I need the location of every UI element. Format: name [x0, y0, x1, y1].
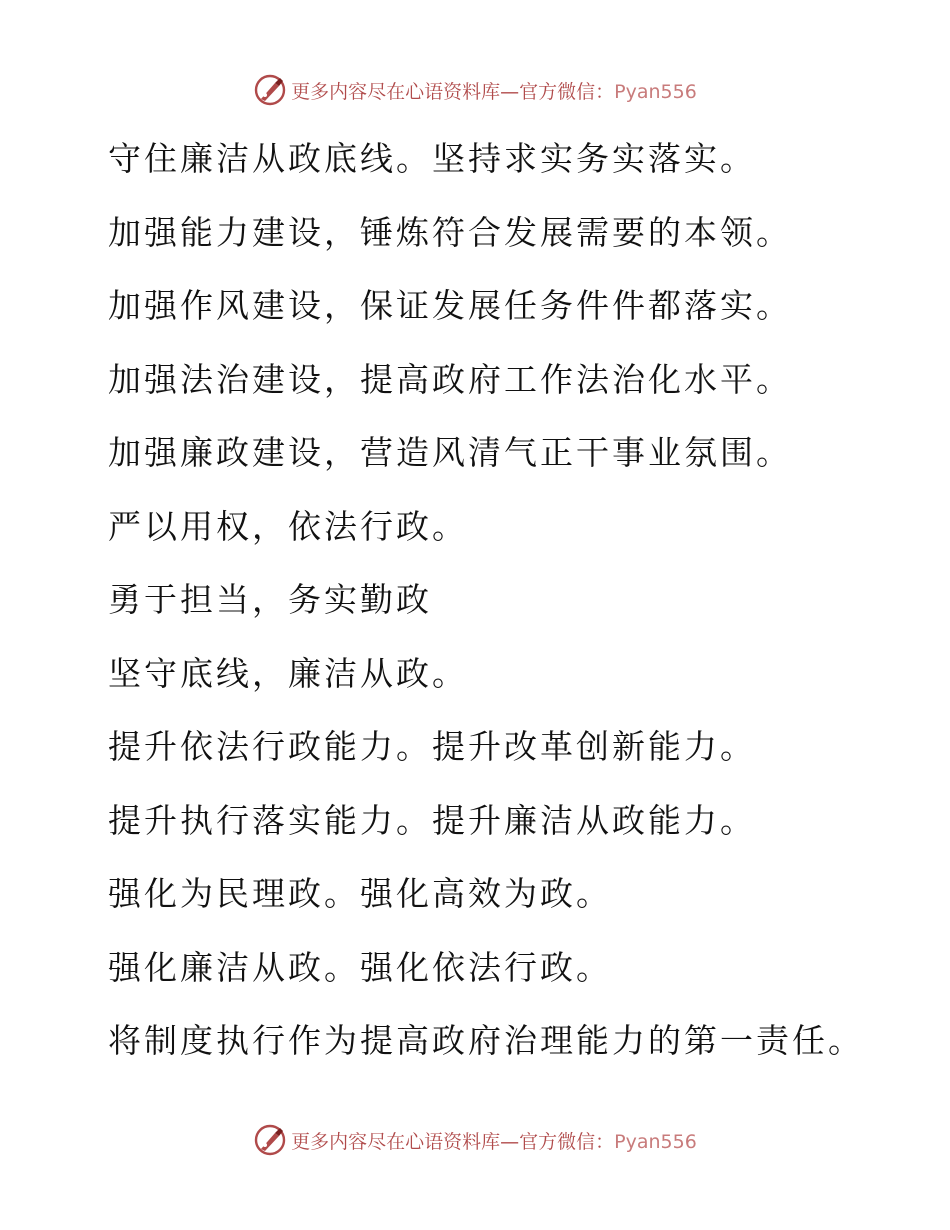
- document-body: [108, 122, 928, 1078]
- footer-banner: [0, 1120, 950, 1160]
- text-line: 严以用权，依法行政。: [108, 506, 468, 546]
- pen-logo-icon: [253, 1123, 287, 1157]
- header-banner: [0, 70, 950, 110]
- text-line: 守住廉洁从政底线。坚持求实务实落实。: [108, 139, 756, 178]
- text-line: 将制度执行作为提高政府治理能力的第一责任。: [108, 1021, 864, 1060]
- wechat-id: Pyan556: [614, 1130, 697, 1153]
- text-line: 勇于担当，务实勤政: [108, 580, 432, 619]
- pen-logo-icon: [253, 73, 287, 107]
- text-line: 提升执行落实能力。提升廉洁从政能力。: [108, 800, 756, 840]
- banner-text: [291, 1127, 697, 1154]
- text-line: 加强作风建设，保证发展任务件件都落实。: [108, 286, 792, 325]
- text-line: 强化廉洁从政。强化依法行政。: [108, 947, 612, 987]
- text-line: 加强能力建设，锤炼符合发展需要的本领。: [108, 212, 792, 252]
- text-line: 坚守底线，廉洁从政。: [108, 653, 468, 693]
- banner-text: [291, 77, 697, 104]
- text-line: 提升依法行政能力。提升改革创新能力。: [108, 727, 756, 766]
- banner-label: 更多内容尽在心语资料库—官方微信：: [291, 80, 615, 103]
- text-line: 强化为民理政。强化高效为政。: [108, 874, 612, 913]
- wechat-id: Pyan556: [614, 80, 697, 103]
- banner-label: 更多内容尽在心语资料库—官方微信：: [291, 1130, 615, 1153]
- text-line: 加强廉政建设，营造风清气正干事业氛围。: [108, 433, 792, 472]
- text-line: 加强法治建设，提高政府工作法治化水平。: [108, 359, 792, 399]
